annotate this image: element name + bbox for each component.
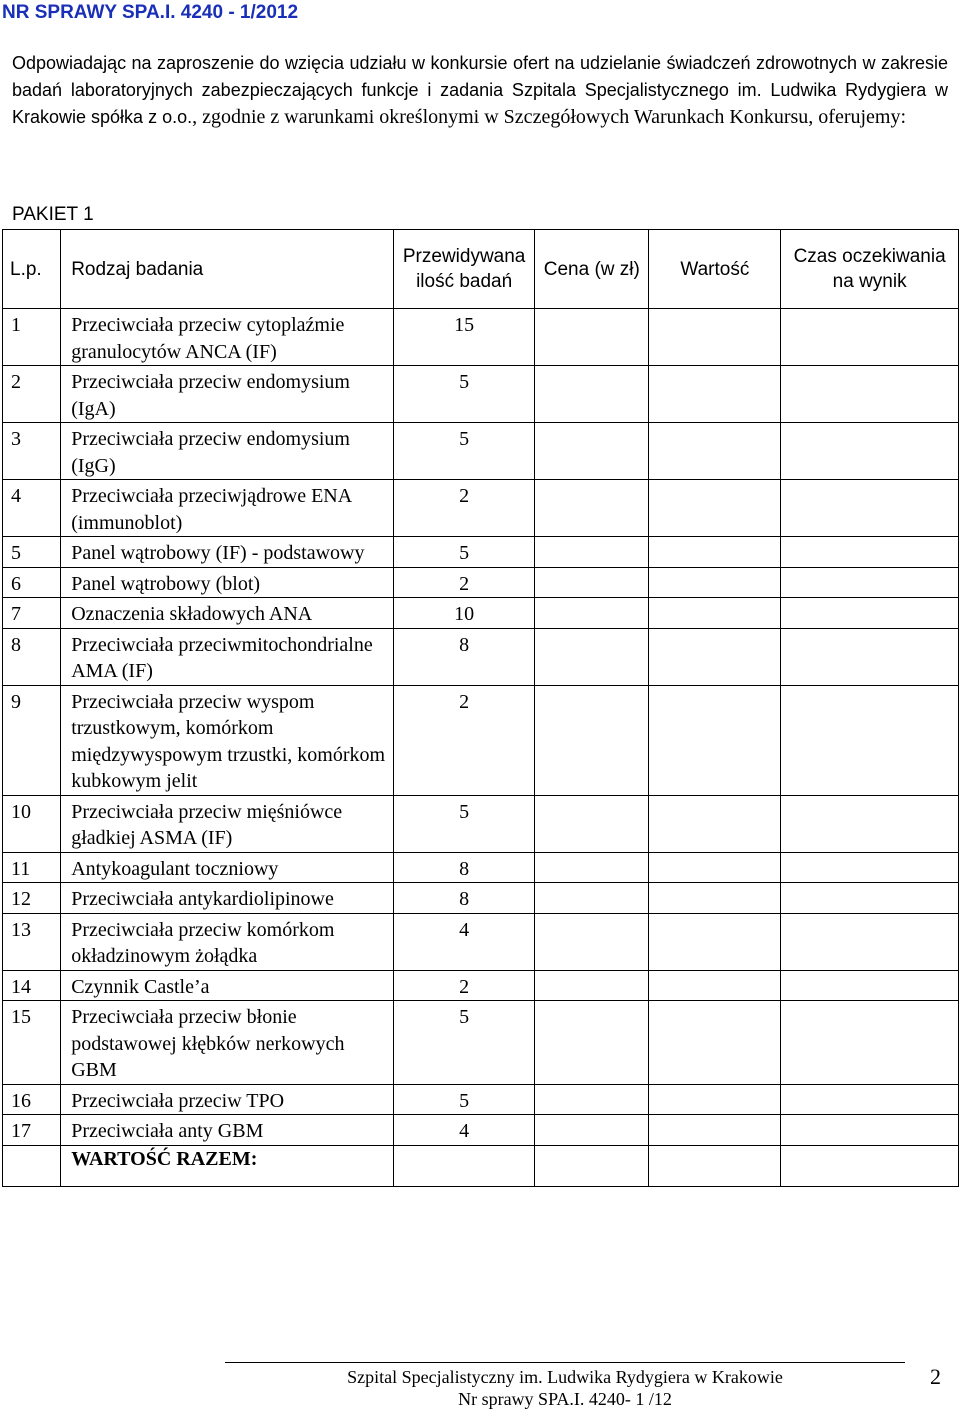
row-price-cell[interactable] [535, 883, 649, 914]
row-wait-time-cell[interactable] [781, 1115, 959, 1146]
row-value-cell[interactable] [649, 567, 781, 598]
row-test-name: Przeciwciała przeciw komórkom okładzinowym żołądka [61, 913, 394, 970]
row-quantity: 5 [394, 423, 535, 480]
row-value-cell[interactable] [649, 795, 781, 852]
row-test-name: Przeciwciała przeciw TPO [61, 1084, 394, 1115]
row-price-cell[interactable] [535, 1001, 649, 1085]
row-lp: 7 [3, 598, 61, 629]
table-row [3, 567, 959, 598]
row-price-cell[interactable] [535, 970, 649, 1001]
table-row [3, 366, 959, 423]
row-lp: 5 [3, 537, 61, 568]
row-wait-time-cell[interactable] [781, 423, 959, 480]
total-value-cell[interactable] [649, 1145, 781, 1186]
row-lp: 6 [3, 567, 61, 598]
row-quantity: 5 [394, 366, 535, 423]
row-lp: 16 [3, 1084, 61, 1115]
row-quantity: 2 [394, 970, 535, 1001]
row-value-cell[interactable] [649, 1001, 781, 1085]
row-quantity: 15 [394, 309, 535, 366]
table-row [3, 852, 959, 883]
row-wait-time-cell[interactable] [781, 913, 959, 970]
row-wait-time-cell[interactable] [781, 1084, 959, 1115]
row-wait-time-cell[interactable] [781, 598, 959, 629]
row-value-cell[interactable] [649, 598, 781, 629]
row-test-name: Antykoagulant toczniowy [61, 852, 394, 883]
row-quantity: 8 [394, 852, 535, 883]
row-lp: 12 [3, 883, 61, 914]
footer-divider [225, 1362, 905, 1363]
row-wait-time-cell[interactable] [781, 1001, 959, 1085]
row-quantity: 2 [394, 685, 535, 795]
table-row [3, 1115, 959, 1146]
table-row [3, 537, 959, 568]
table-row [3, 1084, 959, 1115]
row-value-cell[interactable] [649, 628, 781, 685]
table-row [3, 883, 959, 914]
row-value-cell[interactable] [649, 970, 781, 1001]
total-price-cell[interactable] [535, 1145, 649, 1186]
row-wait-time-cell[interactable] [781, 537, 959, 568]
row-price-cell[interactable] [535, 366, 649, 423]
case-reference: NR SPRAWY SPA.I. 4240 - 1/2012 [2, 2, 299, 23]
row-wait-time-cell[interactable] [781, 480, 959, 537]
row-value-cell[interactable] [649, 685, 781, 795]
row-test-name: Przeciwciała przeciw endomysium (IgA) [61, 366, 394, 423]
header-lp: L.p. [3, 230, 61, 309]
row-wait-time-cell[interactable] [781, 883, 959, 914]
row-price-cell[interactable] [535, 537, 649, 568]
table-row [3, 480, 959, 537]
package-title: PAKIET 1 [12, 204, 94, 225]
table-row [3, 1001, 959, 1085]
row-test-name: Przeciwciała przeciw cytoplaźmie granulocytów ANCA (IF) [61, 309, 394, 366]
row-wait-time-cell[interactable] [781, 685, 959, 795]
table-row [3, 913, 959, 970]
table-row [3, 309, 959, 366]
row-test-name: Przeciwciała przeciw mięśniówce gładkiej ASMA (IF) [61, 795, 394, 852]
table-row [3, 628, 959, 685]
header-value: Wartość [649, 230, 781, 309]
row-quantity: 8 [394, 883, 535, 914]
table-header-row [3, 230, 959, 309]
row-value-cell[interactable] [649, 423, 781, 480]
row-price-cell[interactable] [535, 1115, 649, 1146]
row-test-name: Czynnik Castle’a [61, 970, 394, 1001]
row-lp: 3 [3, 423, 61, 480]
row-lp: 10 [3, 795, 61, 852]
row-lp: 14 [3, 970, 61, 1001]
row-wait-time-cell[interactable] [781, 628, 959, 685]
row-lp: 13 [3, 913, 61, 970]
row-value-cell[interactable] [649, 480, 781, 537]
row-lp: 17 [3, 1115, 61, 1146]
intro-part-2: , zgodnie z warunkami określonymi w Szczegółowych Warunkach Konkursu, oferujemy: [192, 106, 907, 128]
row-test-name: Przeciwciała przeciwjądrowe ENA (immunoblot) [61, 480, 394, 537]
row-lp: 15 [3, 1001, 61, 1085]
row-lp: 1 [3, 309, 61, 366]
row-price-cell[interactable] [535, 685, 649, 795]
row-test-name: Panel wątrobowy (IF) - podstawowy [61, 537, 394, 568]
header-quantity: Przewidywana ilość badań [394, 230, 535, 309]
footer [225, 1366, 905, 1410]
table-body [3, 309, 959, 1187]
row-value-cell[interactable] [649, 852, 781, 883]
row-lp: 11 [3, 852, 61, 883]
row-quantity: 5 [394, 1001, 535, 1085]
row-price-cell[interactable] [535, 1084, 649, 1115]
row-quantity: 5 [394, 537, 535, 568]
row-lp: 4 [3, 480, 61, 537]
row-quantity: 2 [394, 480, 535, 537]
row-wait-time-cell[interactable] [781, 795, 959, 852]
table-row [3, 685, 959, 795]
row-price-cell[interactable] [535, 309, 649, 366]
row-value-cell[interactable] [649, 1084, 781, 1115]
row-price-cell[interactable] [535, 852, 649, 883]
row-lp: 2 [3, 366, 61, 423]
row-test-name: Przeciwciała przeciw endomysium (IgG) [61, 423, 394, 480]
total-label: WARTOŚĆ RAZEM: [61, 1145, 394, 1186]
row-price-cell[interactable] [535, 598, 649, 629]
table-row [3, 423, 959, 480]
row-quantity: 2 [394, 567, 535, 598]
table-row [3, 598, 959, 629]
intro-paragraph [12, 50, 948, 131]
row-price-cell[interactable] [535, 423, 649, 480]
total-quantity-cell [394, 1145, 535, 1186]
row-value-cell[interactable] [649, 1115, 781, 1146]
row-value-cell[interactable] [649, 537, 781, 568]
row-value-cell[interactable] [649, 366, 781, 423]
row-test-name: Przeciwciała antykardiolipinowe [61, 883, 394, 914]
row-value-cell[interactable] [649, 913, 781, 970]
total-lp-cell [3, 1145, 61, 1186]
row-price-cell[interactable] [535, 913, 649, 970]
total-row [3, 1145, 959, 1186]
row-price-cell[interactable] [535, 628, 649, 685]
intro-part-1: Odpowiadając na zaproszenie do wzięcia udziału w konkursie ofert na udzielanie świadczeń zdrowotnych w zakresie badań laboratoryjnych zabezpieczających funkcje i zadania Szpitala Specjalistycznego im. Ludwika Rydygiera w Krakowie spółka z o.o. [12, 53, 948, 127]
row-test-name: Przeciwciała anty GBM [61, 1115, 394, 1146]
header-test-type: Rodzaj badania [61, 230, 394, 309]
row-price-cell[interactable] [535, 795, 649, 852]
footer-case-number: Nr sprawy SPA.I. 4240- 1 /12 [458, 1389, 672, 1409]
offer-table [2, 229, 959, 1187]
row-wait-time-cell[interactable] [781, 970, 959, 1001]
header-wait-time: Czas oczekiwania na wynik [781, 230, 959, 309]
row-quantity: 10 [394, 598, 535, 629]
row-quantity: 8 [394, 628, 535, 685]
header-price: Cena (w zł) [535, 230, 649, 309]
row-wait-time-cell[interactable] [781, 567, 959, 598]
row-quantity: 5 [394, 1084, 535, 1115]
table-row [3, 795, 959, 852]
table-row [3, 970, 959, 1001]
row-lp: 9 [3, 685, 61, 795]
row-quantity: 5 [394, 795, 535, 852]
page-number: 2 [930, 1364, 941, 1389]
row-wait-time-cell[interactable] [781, 309, 959, 366]
row-wait-time-cell[interactable] [781, 852, 959, 883]
row-wait-time-cell[interactable] [781, 366, 959, 423]
row-test-name: Panel wątrobowy (blot) [61, 567, 394, 598]
row-test-name: Przeciwciała przeciw błonie podstawowej kłębków nerkowych GBM [61, 1001, 394, 1085]
row-price-cell[interactable] [535, 480, 649, 537]
row-test-name: Oznaczenia składowych ANA [61, 598, 394, 629]
footer-hospital-name: Szpital Specjalistyczny im. Ludwika Rydygiera w Krakowie [347, 1367, 783, 1387]
row-value-cell[interactable] [649, 309, 781, 366]
row-quantity: 4 [394, 1115, 535, 1146]
row-price-cell[interactable] [535, 567, 649, 598]
row-quantity: 4 [394, 913, 535, 970]
row-value-cell[interactable] [649, 883, 781, 914]
row-test-name: Przeciwciała przeciwmitochondrialne AMA (IF) [61, 628, 394, 685]
row-test-name: Przeciwciała przeciw wyspom trzustkowym, komórkom międzywyspowym trzustki, komórkom kubkowym jelit [61, 685, 394, 795]
total-wait-time-cell[interactable] [781, 1145, 959, 1186]
row-lp: 8 [3, 628, 61, 685]
